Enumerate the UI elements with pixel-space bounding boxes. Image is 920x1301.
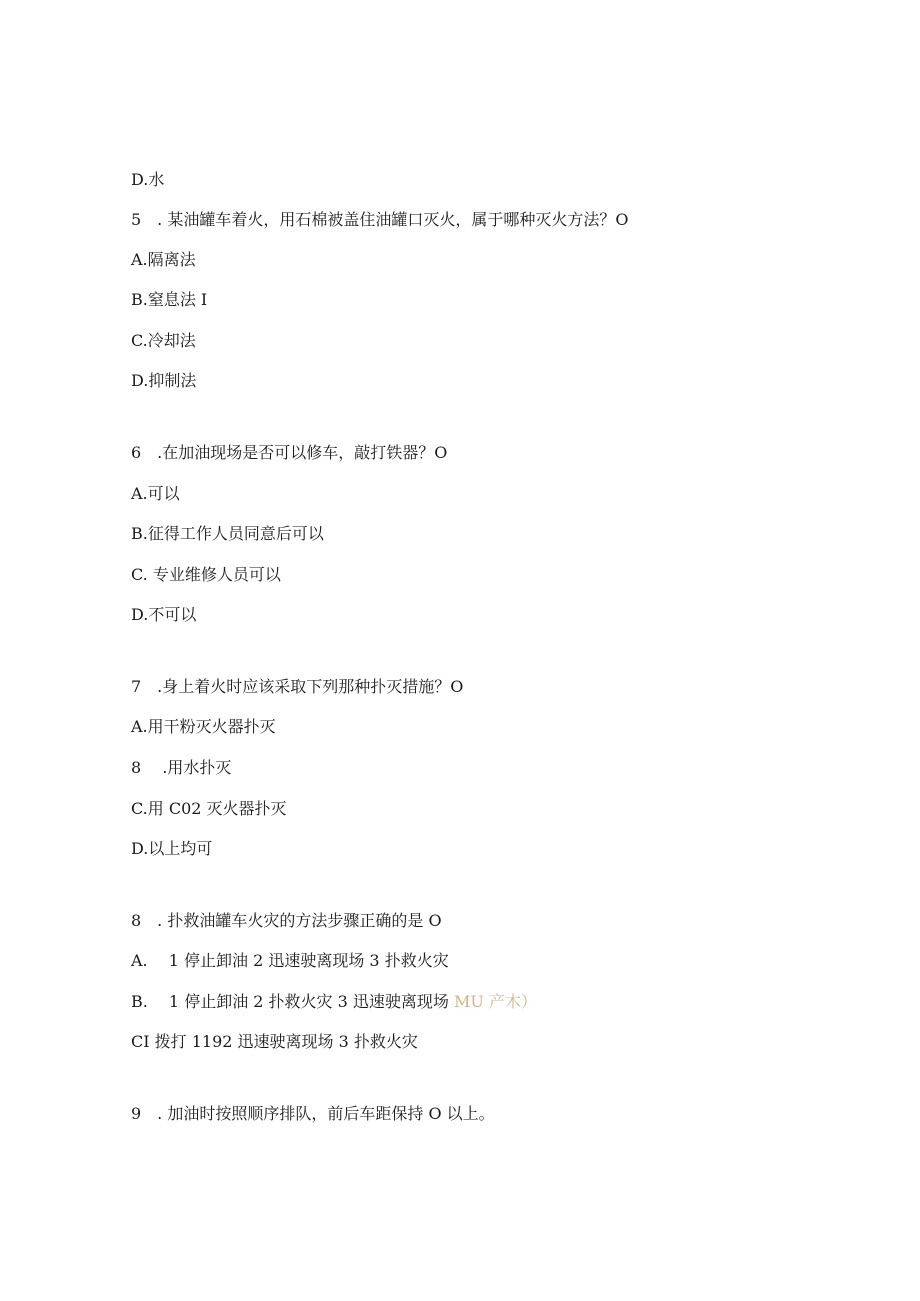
question-6: 6 .在加油现场是否可以修车，敲打铁器？O: [131, 443, 448, 462]
stamp-text: MU 产木）: [454, 992, 537, 1011]
q8-option-c: CI 拨打 1192 迅速驶离现场 3 扑救火灾: [131, 1032, 418, 1051]
q6-option-b: B.征得工作人员同意后可以: [131, 524, 324, 543]
question-9: 9 . 加油时按照顺序排队，前后车距保持 O 以上。: [131, 1104, 495, 1123]
q5-option-d: D.抑制法: [131, 371, 197, 390]
q6-option-a: A.可以: [131, 484, 180, 503]
question-7: 7 .身上着火时应该采取下列那种扑灭措施？O: [131, 677, 464, 696]
q5-option-c: C.冷却法: [131, 331, 196, 350]
q7-option-c: C.用 C02 灭火器扑灭: [131, 799, 287, 818]
q6-option-d: D.不可以: [131, 605, 197, 624]
question-5: 5 . 某油罐车着火，用石棉被盖住油罐口灭火，属于哪种灭火方法？O: [131, 210, 629, 229]
question-8: 8 . 扑救油罐车火灾的方法步骤正确的是 O: [131, 911, 442, 930]
q7-option-a: A.用干粉灭火器扑灭: [131, 717, 276, 736]
q8-option-b-text: B. 1 停止卸油 2 扑救火灾 3 迅速驶离现场: [131, 992, 449, 1011]
q5-option-b: B.窒息法 I: [131, 290, 208, 309]
q5-option-a: A.隔离法: [131, 250, 196, 269]
q7-option-b: 8 .用水扑灭: [131, 758, 232, 777]
option-d-water: D.水: [131, 170, 165, 189]
q7-option-d: D.以上均可: [131, 839, 213, 858]
q8-option-b: [131, 992, 537, 1012]
q6-option-c: C. 专业维修人员可以: [131, 565, 281, 584]
q8-option-a: A. 1 停止卸油 2 迅速驶离现场 3 扑救火灾: [131, 951, 449, 970]
